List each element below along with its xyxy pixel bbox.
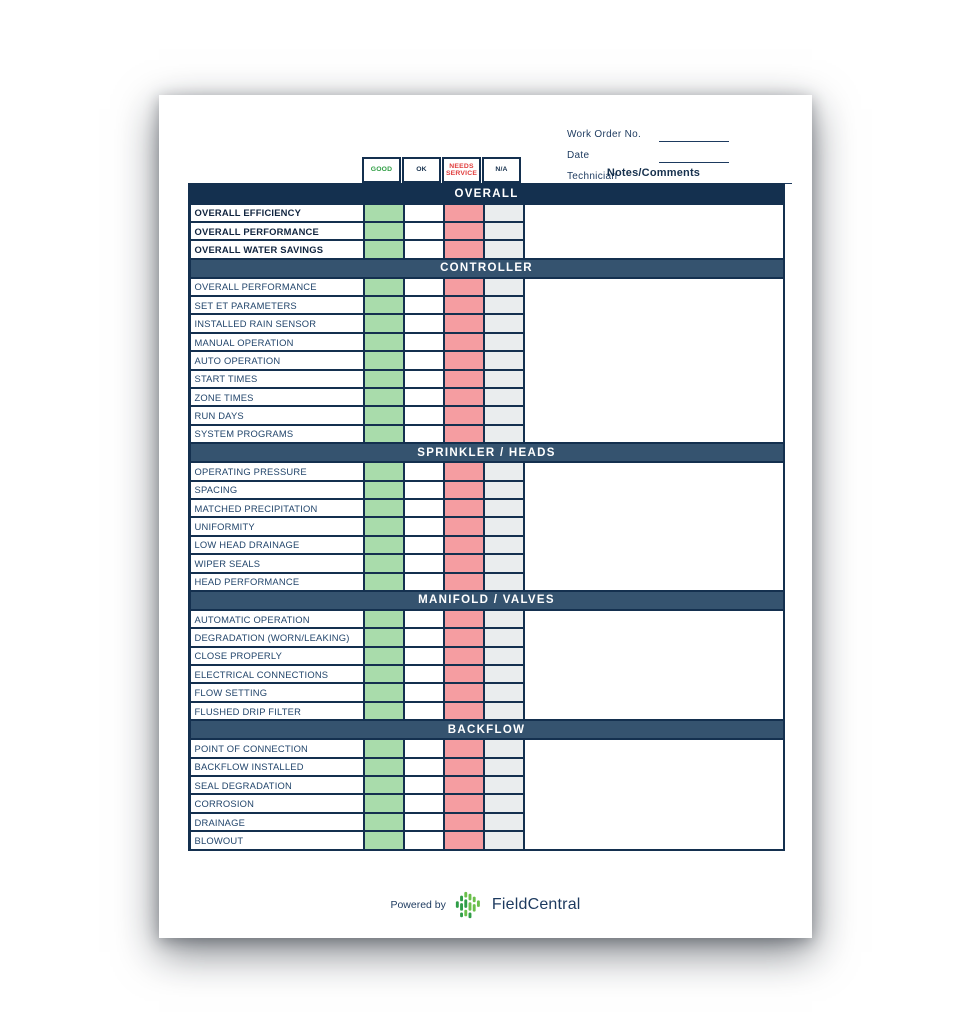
- rating-cell-good: [365, 777, 403, 793]
- row-label: HEAD PERFORMANCE: [191, 574, 363, 590]
- rating-cell-needs-service: [445, 777, 483, 793]
- rating-cell-ok: [405, 703, 443, 719]
- rating-cell-ok: [405, 500, 443, 516]
- rating-cell-good: [365, 334, 403, 350]
- rating-cell-good: [365, 703, 403, 719]
- rating-cell-good: [365, 832, 403, 848]
- row-label: ZONE TIMES: [191, 389, 363, 405]
- row-label: FLUSHED DRIP FILTER: [191, 703, 363, 719]
- section-title: MANIFOLD / VALVES: [191, 592, 783, 609]
- row-label: OPERATING PRESSURE: [191, 463, 363, 479]
- rating-cell-good: [365, 352, 403, 368]
- row-label: DRAINAGE: [191, 814, 363, 830]
- rating-cell-good: [365, 241, 403, 257]
- rating-cell-needs-service: [445, 279, 483, 295]
- rating-cell-ok: [405, 666, 443, 682]
- rating-cell-na: [485, 463, 523, 479]
- rating-cell-ok: [405, 241, 443, 257]
- rating-cell-needs-service: [445, 555, 483, 571]
- rating-cell-good: [365, 205, 403, 221]
- rating-cell-na: [485, 795, 523, 811]
- row-label: OVERALL EFFICIENCY: [191, 205, 363, 221]
- row-label: SEAL DEGRADATION: [191, 777, 363, 793]
- rating-cell-needs-service: [445, 482, 483, 498]
- rating-cell-na: [485, 777, 523, 793]
- rating-cell-na: [485, 684, 523, 700]
- rating-cell-needs-service: [445, 352, 483, 368]
- section-title: CONTROLLER: [191, 260, 783, 277]
- rating-cell-na: [485, 832, 523, 848]
- rating-cell-needs-service: [445, 814, 483, 830]
- rating-cell-needs-service: [445, 297, 483, 313]
- row-label: AUTO OPERATION: [191, 352, 363, 368]
- rating-cell-good: [365, 629, 403, 645]
- fieldcentral-wordmark: FieldCentral: [491, 896, 581, 913]
- rating-cell-good: [365, 223, 403, 239]
- notes-cell: [525, 611, 783, 719]
- rating-cell-needs-service: [445, 518, 483, 534]
- rating-cell-ok: [405, 574, 443, 590]
- date-label: Date: [567, 150, 590, 161]
- work-order-no-label: Work Order No.: [567, 129, 642, 140]
- rating-cell-good: [365, 555, 403, 571]
- rating-cell-good: [365, 611, 403, 627]
- rating-cell-na: [485, 297, 523, 313]
- fieldcentral-burst-icon: [454, 890, 484, 920]
- rating-cell-good: [365, 814, 403, 830]
- rating-cell-na: [485, 223, 523, 239]
- rating-cell-ok: [405, 352, 443, 368]
- rating-column-header-good: GOOD: [362, 157, 401, 183]
- rating-cell-ok: [405, 371, 443, 387]
- rating-cell-ok: [405, 518, 443, 534]
- rating-column-header-ok: OK: [402, 157, 441, 183]
- row-label: MATCHED PRECIPITATION: [191, 500, 363, 516]
- rating-cell-ok: [405, 740, 443, 756]
- row-label: OVERALL PERFORMANCE: [191, 279, 363, 295]
- rating-cell-na: [485, 518, 523, 534]
- rating-cell-needs-service: [445, 463, 483, 479]
- section-manifold-valves: [191, 592, 783, 719]
- notes-cell: [525, 463, 783, 590]
- section-title: SPRINKLER / HEADS: [191, 444, 783, 461]
- rating-cell-na: [485, 611, 523, 627]
- rating-cell-good: [365, 518, 403, 534]
- rating-cell-na: [485, 334, 523, 350]
- row-label: START TIMES: [191, 371, 363, 387]
- rating-cell-ok: [405, 795, 443, 811]
- powered-by-text: Powered by: [390, 899, 446, 911]
- rating-cell-good: [365, 666, 403, 682]
- rating-cell-ok: [405, 426, 443, 442]
- rating-cell-good: [365, 426, 403, 442]
- rating-cell-na: [485, 205, 523, 221]
- rating-cell-needs-service: [445, 795, 483, 811]
- row-label: CLOSE PROPERLY: [191, 648, 363, 664]
- rating-cell-na: [485, 241, 523, 257]
- rating-header-strip: [362, 157, 521, 183]
- rating-cell-good: [365, 500, 403, 516]
- row-label: BACKFLOW INSTALLED: [191, 759, 363, 775]
- rating-cell-needs-service: [445, 666, 483, 682]
- rating-cell-needs-service: [445, 315, 483, 331]
- rating-cell-needs-service: [445, 241, 483, 257]
- notes-cell: [525, 205, 783, 258]
- rating-cell-na: [485, 703, 523, 719]
- rating-cell-na: [485, 279, 523, 295]
- row-label: RUN DAYS: [191, 407, 363, 423]
- rating-cell-needs-service: [445, 684, 483, 700]
- rating-cell-good: [365, 574, 403, 590]
- row-label: POINT OF CONNECTION: [191, 740, 363, 756]
- row-label: MANUAL OPERATION: [191, 334, 363, 350]
- rating-cell-good: [365, 759, 403, 775]
- rating-cell-good: [365, 463, 403, 479]
- row-label: OVERALL WATER SAVINGS: [191, 241, 363, 257]
- rating-cell-needs-service: [445, 205, 483, 221]
- rating-cell-ok: [405, 279, 443, 295]
- rating-cell-needs-service: [445, 648, 483, 664]
- rating-cell-good: [365, 648, 403, 664]
- inspection-form-page: [159, 95, 812, 938]
- rating-cell-good: [365, 407, 403, 423]
- rating-cell-na: [485, 500, 523, 516]
- work-order-no-row: [567, 121, 792, 142]
- section-controller: [191, 260, 783, 443]
- rating-cell-good: [365, 371, 403, 387]
- rating-cell-na: [485, 814, 523, 830]
- rating-column-header-needs-service: NEEDS SERVICE: [442, 157, 481, 183]
- rating-cell-na: [485, 407, 523, 423]
- section-title: OVERALL: [191, 186, 783, 203]
- rating-cell-ok: [405, 611, 443, 627]
- rating-cell-good: [365, 297, 403, 313]
- rating-cell-ok: [405, 537, 443, 553]
- rating-cell-good: [365, 389, 403, 405]
- rating-cell-ok: [405, 482, 443, 498]
- rating-cell-needs-service: [445, 223, 483, 239]
- rating-cell-ok: [405, 814, 443, 830]
- rating-cell-ok: [405, 684, 443, 700]
- rating-cell-na: [485, 315, 523, 331]
- rating-cell-needs-service: [445, 371, 483, 387]
- rating-cell-na: [485, 574, 523, 590]
- rating-cell-ok: [405, 759, 443, 775]
- notes-comments-header: Notes/Comments: [606, 167, 701, 179]
- rating-cell-na: [485, 426, 523, 442]
- section-sprinkler-heads: [191, 444, 783, 590]
- rating-cell-ok: [405, 205, 443, 221]
- rating-cell-good: [365, 795, 403, 811]
- rating-cell-na: [485, 759, 523, 775]
- rating-cell-ok: [405, 407, 443, 423]
- rating-cell-ok: [405, 777, 443, 793]
- rating-cell-na: [485, 555, 523, 571]
- rating-cell-needs-service: [445, 574, 483, 590]
- rating-cell-na: [485, 482, 523, 498]
- rating-cell-good: [365, 279, 403, 295]
- rating-cell-na: [485, 371, 523, 387]
- rating-cell-needs-service: [445, 629, 483, 645]
- row-label: WIPER SEALS: [191, 555, 363, 571]
- section-backflow: [191, 721, 783, 848]
- rating-cell-needs-service: [445, 389, 483, 405]
- checklist-area: [188, 157, 785, 851]
- rating-cell-ok: [405, 334, 443, 350]
- rating-cell-na: [485, 666, 523, 682]
- rating-cell-needs-service: [445, 832, 483, 848]
- rating-cell-needs-service: [445, 740, 483, 756]
- form-table: [188, 183, 785, 851]
- row-label: CORROSION: [191, 795, 363, 811]
- section-overall: [191, 186, 783, 258]
- notes-cell: [525, 740, 783, 848]
- section-title: BACKFLOW: [191, 721, 783, 738]
- row-label: UNIFORMITY: [191, 518, 363, 534]
- rating-cell-needs-service: [445, 703, 483, 719]
- rating-cell-ok: [405, 315, 443, 331]
- table-header-row: [188, 157, 785, 183]
- row-label: ELECTRICAL CONNECTIONS: [191, 666, 363, 682]
- row-label: OVERALL PERFORMANCE: [191, 223, 363, 239]
- row-label: FLOW SETTING: [191, 684, 363, 700]
- row-label: BLOWOUT: [191, 832, 363, 848]
- rating-cell-needs-service: [445, 334, 483, 350]
- rating-cell-good: [365, 537, 403, 553]
- technician-label: Technician: [567, 171, 618, 182]
- row-label: SYSTEM PROGRAMS: [191, 426, 363, 442]
- row-label: SET ET PARAMETERS: [191, 297, 363, 313]
- footer-branding: [159, 890, 812, 920]
- rating-cell-ok: [405, 297, 443, 313]
- rating-cell-needs-service: [445, 500, 483, 516]
- rating-cell-ok: [405, 555, 443, 571]
- rating-cell-good: [365, 740, 403, 756]
- row-label: SPACING: [191, 482, 363, 498]
- rating-column-header-na: N/A: [482, 157, 521, 183]
- rating-cell-na: [485, 629, 523, 645]
- rating-cell-needs-service: [445, 407, 483, 423]
- rating-cell-ok: [405, 463, 443, 479]
- rating-cell-na: [485, 352, 523, 368]
- row-label: INSTALLED RAIN SENSOR: [191, 315, 363, 331]
- rating-cell-needs-service: [445, 759, 483, 775]
- rating-cell-needs-service: [445, 426, 483, 442]
- rating-cell-ok: [405, 223, 443, 239]
- rating-cell-good: [365, 684, 403, 700]
- rating-cell-ok: [405, 832, 443, 848]
- row-label: DEGRADATION (WORN/LEAKING): [191, 629, 363, 645]
- rating-cell-na: [485, 648, 523, 664]
- rating-cell-ok: [405, 648, 443, 664]
- rating-cell-good: [365, 482, 403, 498]
- rating-cell-na: [485, 740, 523, 756]
- work-order-no-line: [659, 128, 729, 142]
- rating-cell-ok: [405, 629, 443, 645]
- notes-cell: [525, 279, 783, 443]
- row-label: AUTOMATIC OPERATION: [191, 611, 363, 627]
- rating-cell-needs-service: [445, 611, 483, 627]
- rating-cell-good: [365, 315, 403, 331]
- rating-cell-needs-service: [445, 537, 483, 553]
- row-label: LOW HEAD DRAINAGE: [191, 537, 363, 553]
- rating-cell-na: [485, 537, 523, 553]
- rating-cell-na: [485, 389, 523, 405]
- rating-cell-ok: [405, 389, 443, 405]
